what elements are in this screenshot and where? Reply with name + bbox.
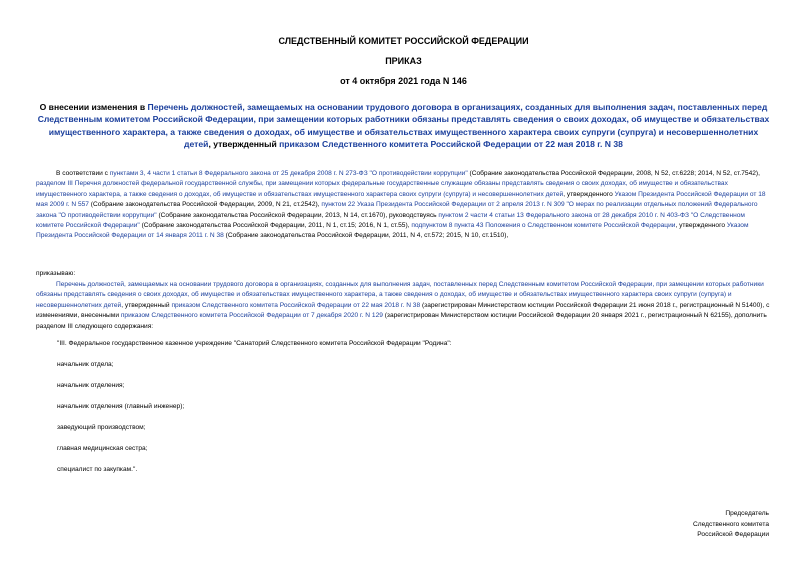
text: (зарегистрирован Министерством юстиции Российской Федерации 20 января 2021 г., регистрационный N 62155), дополнить разделом III следующего содержания: xyxy=(36,312,767,330)
order-paragraph xyxy=(36,280,771,332)
text: , утвержденного xyxy=(675,222,727,230)
text: (зарегистрирован Министерством юстиции Российской Федерации 21 июня 2018 г., регистрационный N 51400), с изменениями, внесенными xyxy=(36,301,770,320)
title-text: О внесении изменения в xyxy=(39,102,148,112)
preamble-paragraph xyxy=(36,169,771,242)
text: (Собрание законодательства Российской Федерации, 2013, N 14, ст.1670), руководствуясь xyxy=(156,211,439,219)
law-link[interactable]: Указом Президента Российской Федерации от 18 мая 2009 г. N 557 xyxy=(36,190,766,209)
list-item: главная медицинская сестра; xyxy=(57,445,148,452)
preamble xyxy=(36,169,771,242)
list-item: начальник отдела; xyxy=(57,361,114,368)
list-item: начальник отделения; xyxy=(57,382,125,389)
list-item: начальник отделения (главный инженер); xyxy=(57,403,185,410)
list-link[interactable]: Перечень должностей, замещаемых на основании трудового договора в организациях, созданных для выполнения задач, поставленных перед Следственным комитетом Российской Федерации, при замещении которых работники обязаны представлять сведения о своих доходах, об имуществе и обязательствах имущественного характера, а также сведения о доходах, об имуществе и обязательствах имущественного характера своих супруги (супруга) и несовершеннолетних детей xyxy=(36,281,764,309)
law-link[interactable]: Указом Президента Российской Федерации от 14 января 2011 г. N 38 xyxy=(36,222,749,240)
text: (Собрание законодательства Российской Федерации, 2008, N 52, ст.6228; 2014, N 52, ст.7542), xyxy=(467,170,760,177)
list-item: "III. Федеральное государственное казенное учреждение "Санаторий Следственного комитета Российской Федерации "Родина": xyxy=(57,340,452,347)
title-link-list[interactable]: Перечень должностей, замещаемых на основании трудового договора в организациях, созданных для выполнения задач, поставленных перед Следственным комитетом Российской Федерации, при замещении которых работники обязаны представлять сведения о своих доходах, об имуществе и обязательствах имущественного характера, а также сведения о доходах, об имуществе и обязательствах имущественного характера своих супруги (супруга) и несовершеннолетних детей xyxy=(37,102,770,150)
list-item: специалист по закупкам.". xyxy=(57,466,138,473)
prikazyvayu: приказываю: xyxy=(36,270,76,277)
order-link[interactable]: приказом Следственного комитета Российской Федерации от 7 декабря 2020 г. N 129 xyxy=(120,312,383,320)
signature-line: Председатель xyxy=(725,510,769,517)
text: (Собрание законодательства Российской Федерации, 2009, N 21, ст.2542), xyxy=(88,201,322,209)
law-link[interactable]: разделом III Перечня должностей федеральной государственной службы, при замещении которых федеральные государственные служащие обязаны представлять сведения о своих доходах, об имуществе и обязательствах имущественного характера, а также сведения о доходах, об имуществе и обязательствах имущественного характера своих супруги (супруга) и несовершеннолетних детей xyxy=(36,180,728,198)
title-link-order[interactable]: приказом Следственного комитета Российской Федерации от 22 мая 2018 г. N 38 xyxy=(279,139,623,150)
text: (Собрание законодательства Российской Федерации, 2011, N 4, ст.572; 2015, N 10, ст.1510), xyxy=(223,232,509,240)
law-link[interactable]: пунктом 2 части 4 статьи 13 Федерального закона от 28 декабря 2010 г. N 403-ФЗ "О Следственном комитете Российской Федерации" xyxy=(36,211,745,230)
law-link[interactable]: подпунктом 8 пункта 43 Положения о Следственном комитете Российской Федерации xyxy=(411,222,676,230)
signature-line: Российской Федерации xyxy=(697,531,769,538)
order-link[interactable]: приказом Следственного комитета Российской Федерации от 22 мая 2018 г. N 38 xyxy=(171,301,421,309)
doc-date-number: от 4 октября 2021 года N 146 xyxy=(340,76,467,86)
text: , утвержденный xyxy=(121,301,172,309)
doc-type: ПРИКАЗ xyxy=(385,56,422,66)
order-body xyxy=(36,280,771,332)
text: , утвержденного xyxy=(563,190,615,198)
law-link[interactable]: пунктом 22 Указа Президента Российской Федерации от 2 апреля 2013 г. N 309 "О мерах по реализации отдельных положений Федерального закона "О противодействии коррупции" xyxy=(36,201,758,219)
list-item: заведующий производством; xyxy=(57,424,146,431)
doc-title xyxy=(36,101,771,151)
signature-block xyxy=(693,509,769,541)
text: (Собрание законодательства Российской Федерации, 2011, N 1, ст.15; 2016, N 1, ст.55), xyxy=(139,222,412,230)
law-link[interactable]: пунктами 3, 4 части 1 статьи 8 Федерального закона от 25 декабря 2008 г. N 273-ФЗ "О противодействии коррупции" xyxy=(109,170,468,177)
title-text: , утвержденный xyxy=(208,139,280,150)
signature-line: Следственного комитета xyxy=(693,520,769,528)
org-name: СЛЕДСТВЕННЫЙ КОМИТЕТ РОССИЙСКОЙ ФЕДЕРАЦИИ xyxy=(278,36,529,46)
text: В соответствии с xyxy=(56,170,110,177)
